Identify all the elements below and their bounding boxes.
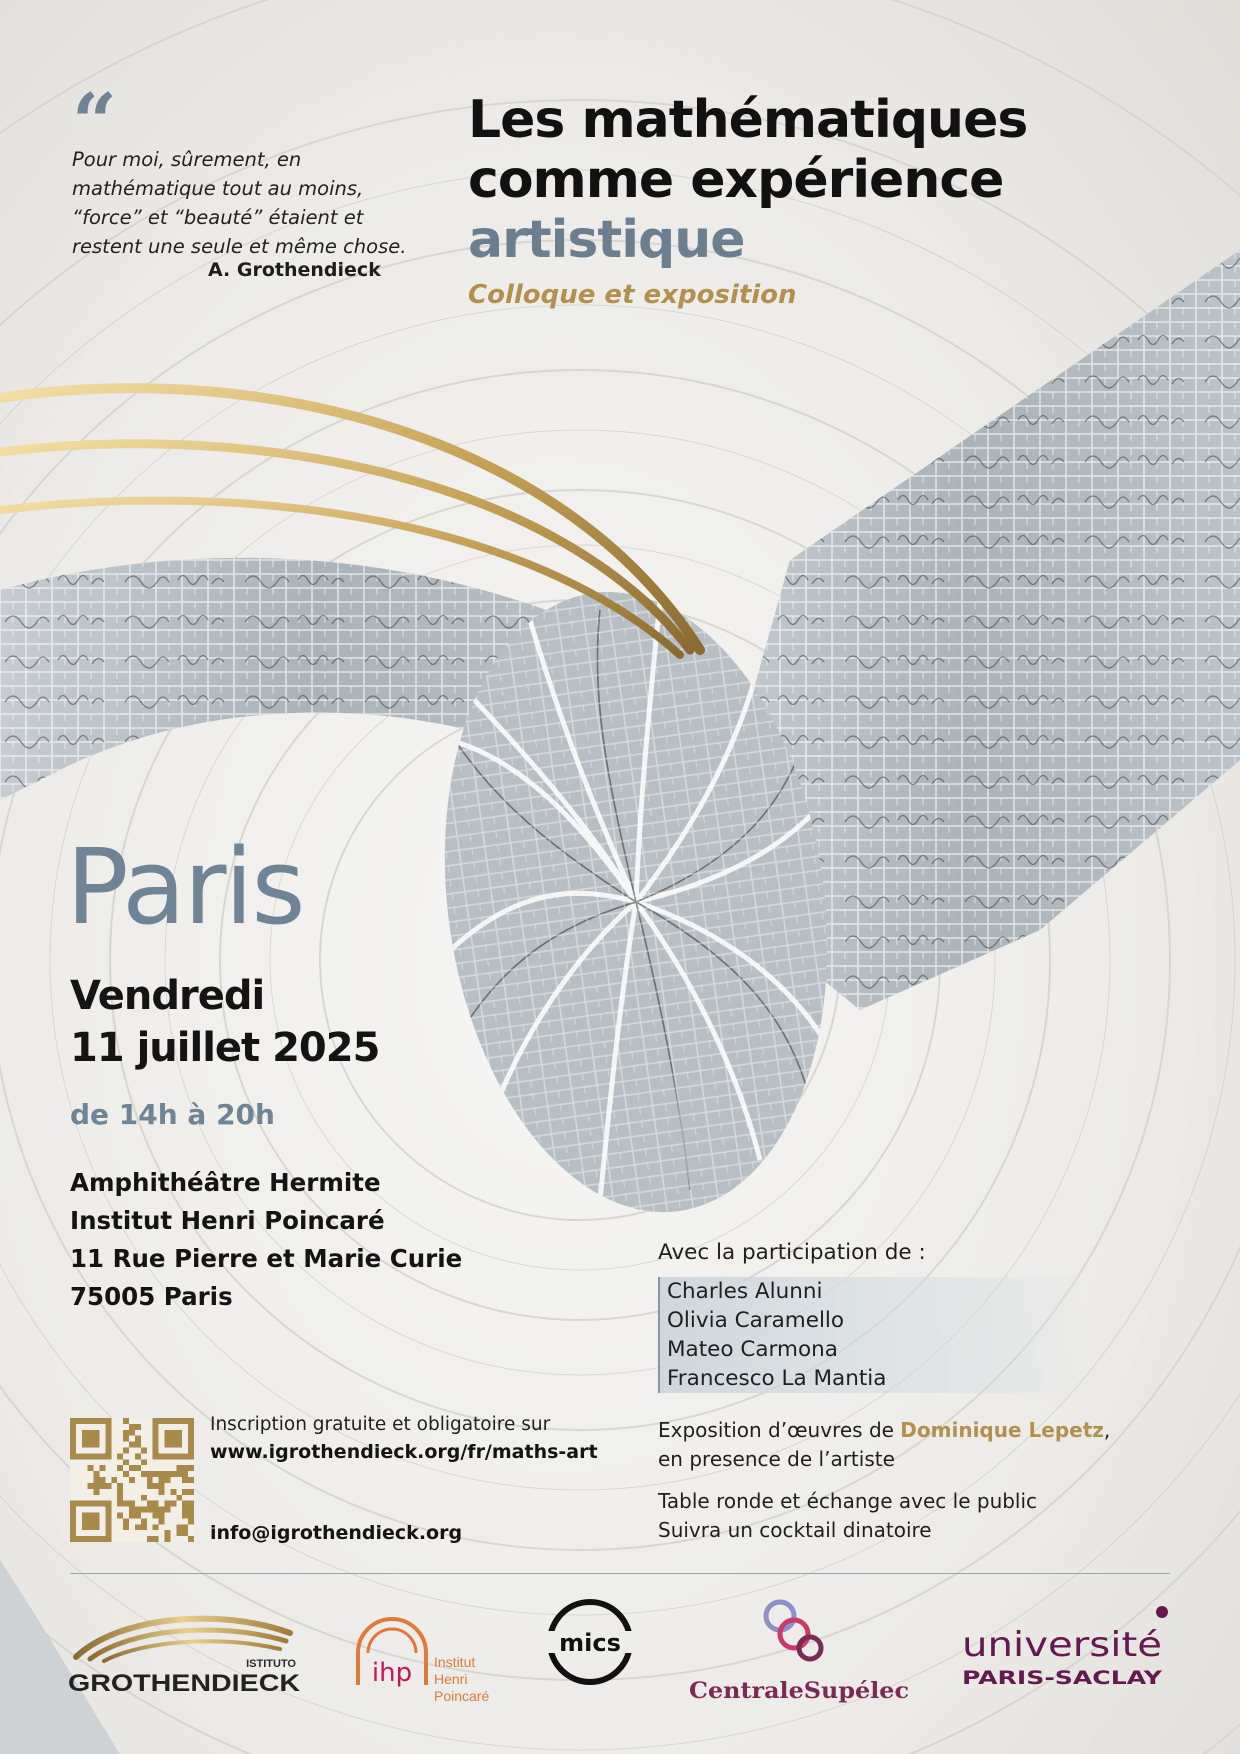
participant-name: Olivia Caramello [658, 1306, 1078, 1335]
roundtable-line-1: Table ronde et échange avec le public [658, 1489, 1038, 1513]
qr-code[interactable] [70, 1418, 194, 1542]
registration [210, 1414, 630, 1463]
title-line-3: artistique [468, 210, 745, 270]
roundtable-line-2: Suivra un cocktail dinatoire [658, 1518, 932, 1542]
quote-text: Pour moi, sûrement, en mathématique tout au moins, “force” et “beauté” étaient et restent une seule et même chose. [72, 148, 407, 258]
venue-line: 75005 Paris [70, 1282, 233, 1311]
ihp-text-line: Poincaré [434, 1688, 490, 1704]
quote-mark: “ [72, 77, 117, 168]
registration-text: Inscription gratuite et obligatoire sur [210, 1414, 551, 1435]
city: Paris [66, 826, 304, 948]
participants [658, 1240, 1178, 1393]
roundtable-info [658, 1487, 1188, 1545]
centrale-text: CentraleSupélec [689, 1678, 909, 1704]
universite-paris-saclay-logo [960, 1604, 1170, 1704]
grothendieck-small-text: ISTITUTO [246, 1658, 296, 1670]
event-day: Vendredi [70, 973, 265, 1019]
exhibition-line-2: en presence de l’artiste [658, 1447, 895, 1471]
participant-name: Charles Alunni [658, 1277, 1078, 1306]
saclay-bottom-text: PARIS-SACLAY [962, 1667, 1163, 1689]
exhibition-info [658, 1416, 1188, 1474]
mics-logo [544, 1596, 636, 1688]
title-line-2: comme expérience [468, 150, 1004, 210]
contact-email[interactable]: info@igrothendieck.org [210, 1522, 463, 1544]
participants-heading: Avec la participation de : [658, 1240, 926, 1265]
exhibition-prefix: Exposition d’œuvres de [658, 1418, 894, 1442]
participant-name: Mateo Carmona [658, 1335, 1078, 1364]
venue-line: Amphithéâtre Hermite [70, 1168, 381, 1197]
subtitle: Colloque et exposition [468, 280, 797, 310]
venue-address [70, 1164, 462, 1316]
venue-line: Institut Henri Poincaré [70, 1206, 385, 1235]
venue-line: 11 Rue Pierre et Marie Curie [70, 1244, 463, 1273]
istituto-grothendieck-logo [68, 1603, 308, 1703]
mics-text: mics [559, 1629, 621, 1657]
quote-author: A. Grothendieck [208, 259, 381, 281]
divider [70, 1573, 1170, 1574]
participant-name: Francesco La Mantia [658, 1364, 1078, 1393]
exhibition-line-1 [658, 1416, 1188, 1445]
ihp-text-line: Henri [434, 1671, 468, 1687]
artist-name: Dominique Lepetz [900, 1418, 1104, 1442]
ihp-text-line: Institut [434, 1654, 476, 1670]
event-date [70, 970, 379, 1074]
ihp-mark: ihp [371, 1658, 413, 1688]
event-hours: de 14h à 20h [70, 1098, 275, 1131]
saclay-top-text: université [962, 1625, 1162, 1665]
title-block [468, 90, 1188, 310]
ihp-logo [352, 1593, 502, 1713]
grothendieck-big-text: GROTHENDIECK [68, 1670, 301, 1697]
event-full-date: 11 juillet 2025 [70, 1025, 380, 1071]
centralesupelec-logo [684, 1592, 914, 1712]
registration-url[interactable]: www.igrothendieck.org/fr/maths-art [210, 1441, 598, 1463]
exhibition-suffix: , [1103, 1418, 1111, 1442]
title-line-1: Les mathématiques [468, 90, 1028, 150]
